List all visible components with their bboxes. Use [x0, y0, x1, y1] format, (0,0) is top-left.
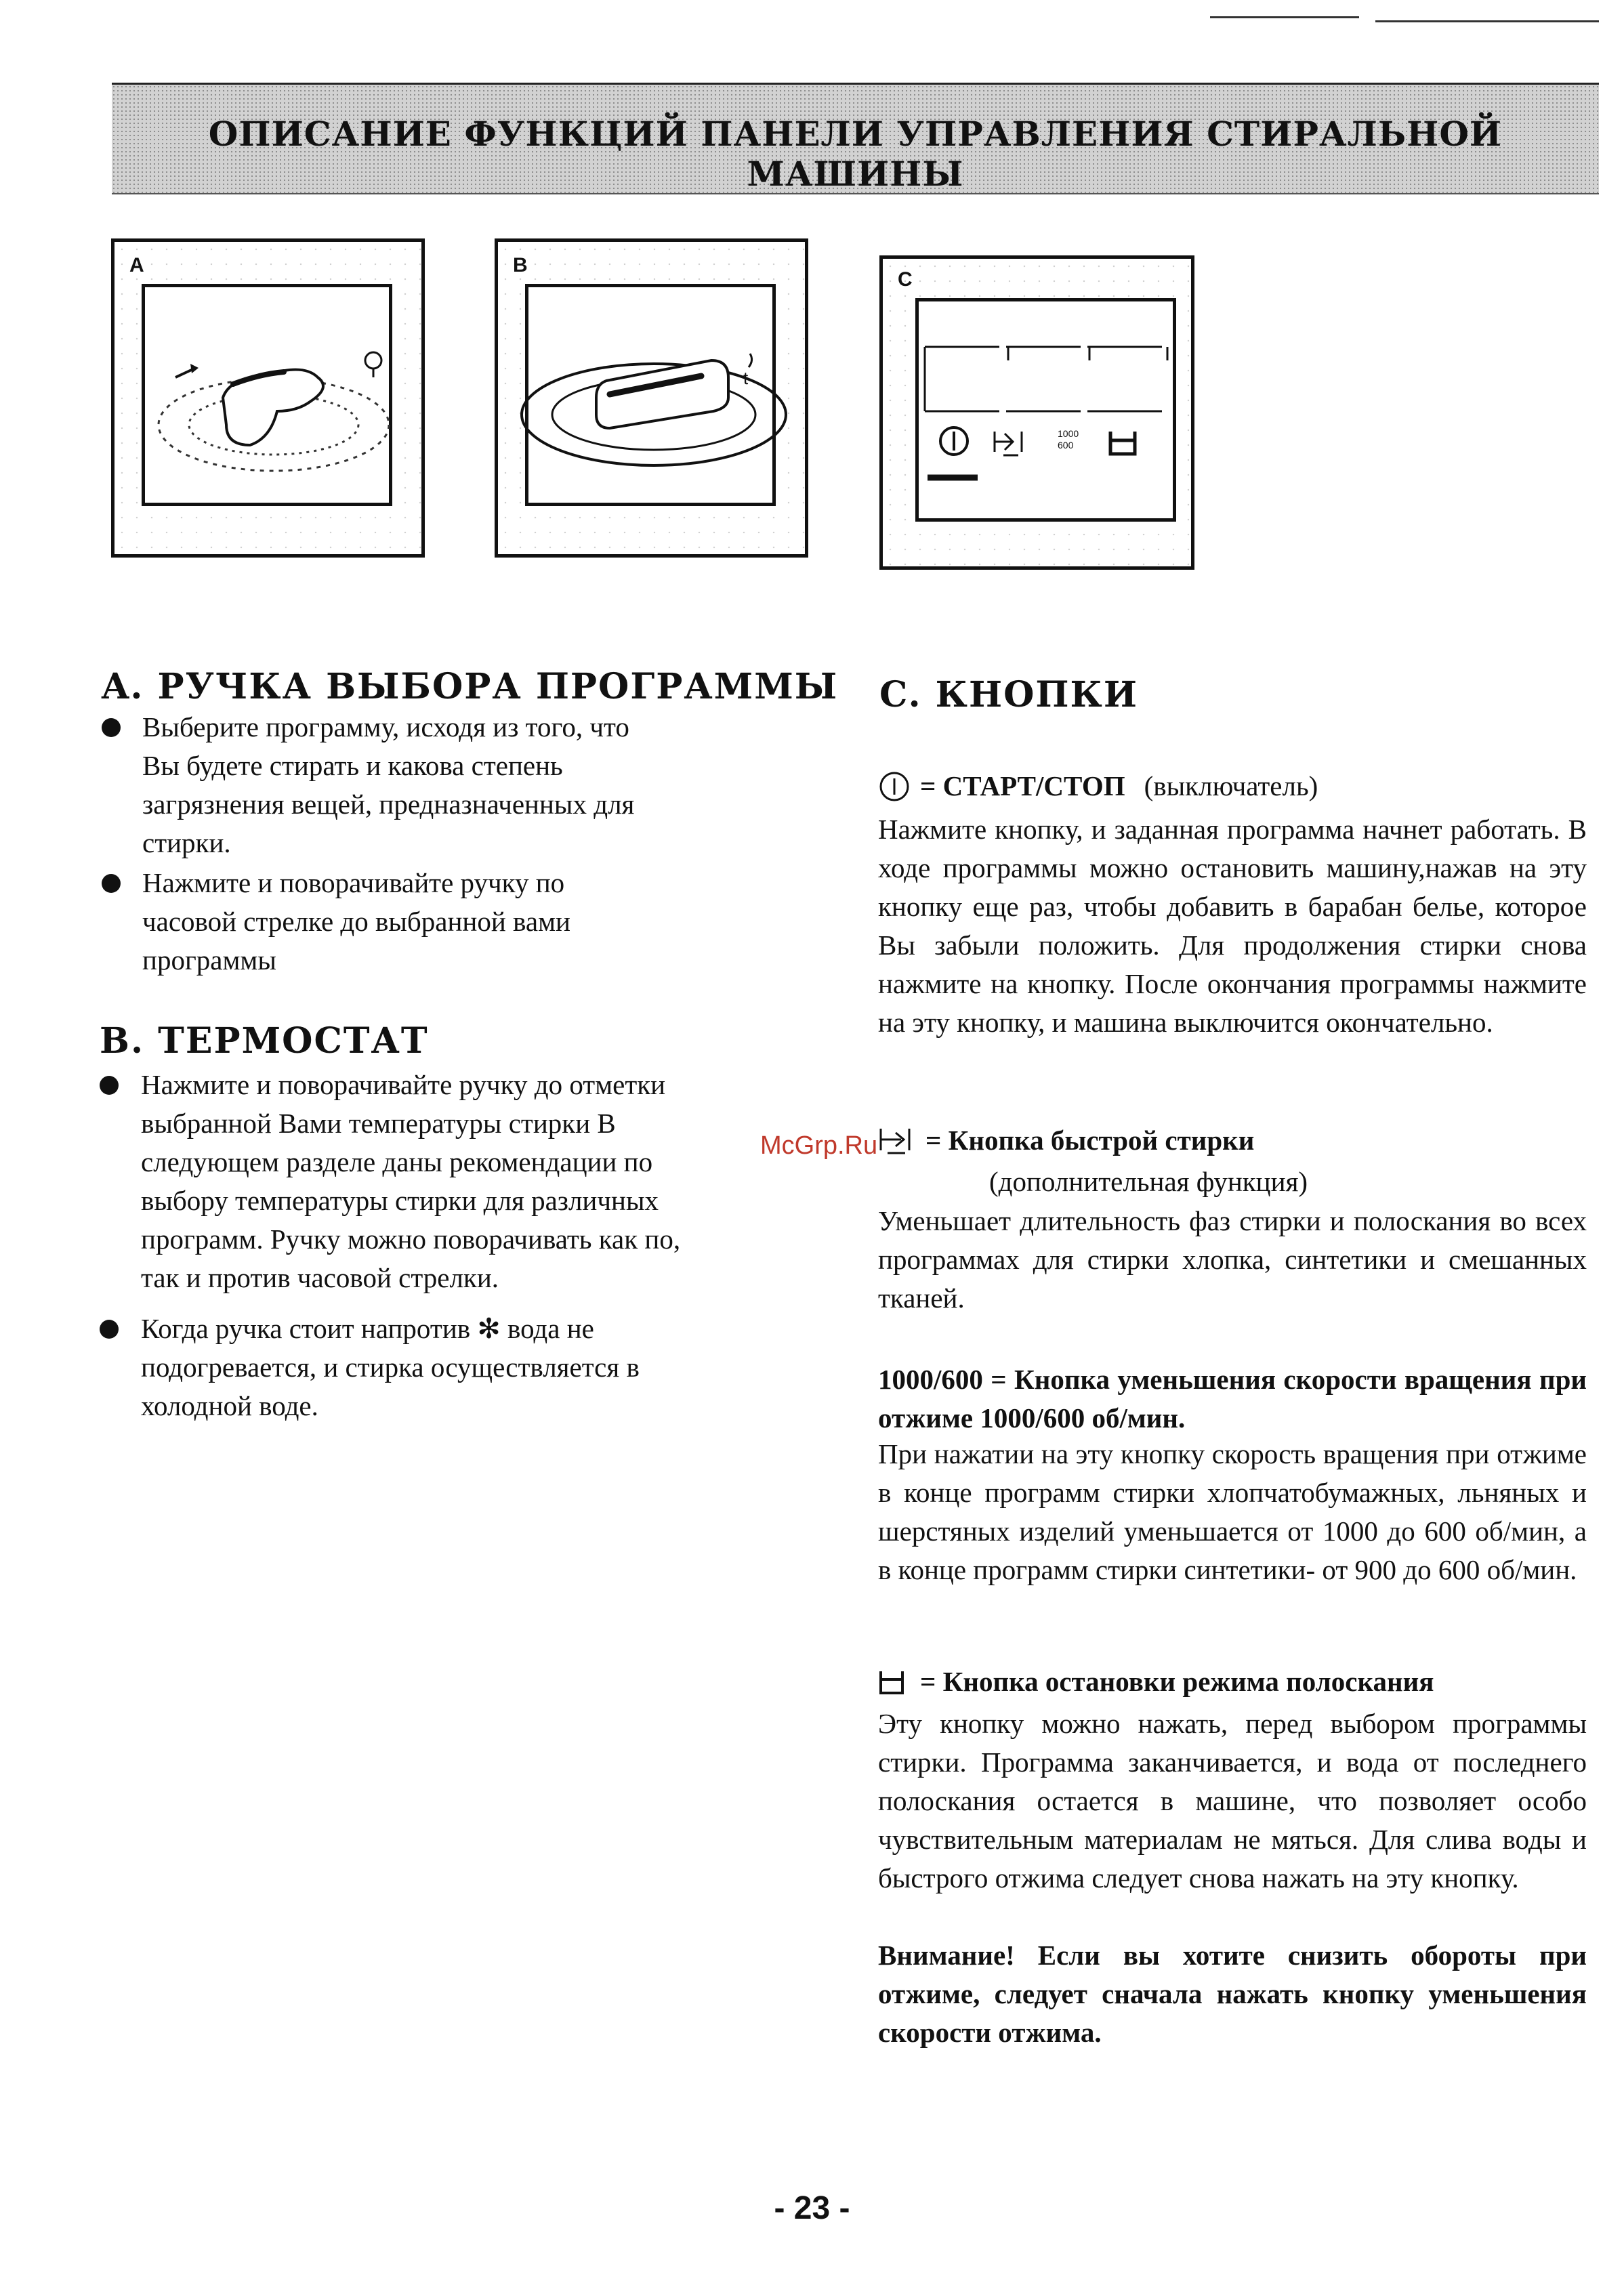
- quick-wash-note: (дополнительная функция): [989, 1166, 1308, 1197]
- quick-wash-line: [878, 1121, 1589, 1160]
- power-icon: [878, 770, 911, 803]
- top-rule-2: [1375, 20, 1599, 22]
- thermostat-knob-illustration: [498, 242, 805, 554]
- bullet-icon: [100, 1076, 119, 1095]
- program-knob-illustration: [114, 242, 421, 554]
- svg-text:t: t: [743, 368, 749, 388]
- bullet-icon: [100, 1320, 119, 1339]
- section-c-heading: C. КНОПКИ: [879, 674, 1138, 715]
- figure-a: [111, 238, 425, 558]
- start-stop-note: (выключатель): [1144, 770, 1318, 801]
- spin-label-top: 1000: [1058, 428, 1079, 439]
- start-stop-label: = СТАРТ/СТОП: [920, 770, 1125, 801]
- control-buttons-illustration: [883, 259, 1191, 566]
- rinse-hold-icon: [878, 1669, 905, 1696]
- section-a-heading: A. РУЧКА ВЫБОРА ПРОГРАММЫ: [102, 666, 839, 707]
- start-stop-description: Нажмите кнопку, и заданная программа начнет работать. В ходе программы можно остановить машину,нажав на эту кнопку еще раз, чтобы добавить в барабан белье, которое Вы забыли положить. Для продолжения стирки снова нажмите на кнопку. После окончания программы нажмите на эту кнопку, и машина выключится окончательно.: [878, 814, 1587, 1038]
- spin-label-bottom: 600: [1058, 440, 1074, 451]
- section-a-bullet-1: Выберите программу, исходя из того, что Вы будете стирать и какова степень загрязнения вещей, предназначенных для стирки.: [142, 711, 635, 858]
- section-b-bullet-2: Когда ручка стоит напротив ✻ вода не подогревается, и стирка осуществляется в холодной воде.: [141, 1312, 640, 1421]
- figure-b: [495, 238, 808, 558]
- section-b-bullet-1: Нажмите и поворачивайте ручку до отметки выбранной Вами температуры стирки В следующем разделе даны рекомендации по выбору температуры стирки для различных программ. Ручку можно поворачивать как по, так и против часовой стрелки.: [141, 1069, 681, 1293]
- section-a-bullet-2: Нажмите и поворачивайте ручку по часовой стрелке до выбранной вами программы: [142, 867, 570, 976]
- watermark: McGrp.Ru: [760, 1131, 878, 1160]
- bullet-icon: [102, 718, 121, 737]
- bullet-icon: [102, 874, 121, 893]
- top-rule-1: [1210, 16, 1359, 18]
- figure-a-letter: A: [129, 254, 144, 276]
- section-b-heading: B. ТЕРМОСТАТ: [100, 1020, 429, 1062]
- spin-reduce-description: При нажатии на эту кнопку скорость вращения при отжиме в конце программ стирки хлопчатобумажных, льняных и шерстяных изделий уменьшается от 1000 до 600 об/мин, а в конце программ стирки синтетики- от 900 до 600 об/мин.: [878, 1438, 1587, 1585]
- spin-reduce-label: 1000/600 = Кнопка уменьшения скорости вращения при отжиме 1000/600 об/мин.: [878, 1364, 1587, 1434]
- figure-c-letter: C: [898, 268, 913, 291]
- quick-wash-label: = Кнопка быстрой стирки: [925, 1125, 1255, 1156]
- warning-text: Внимание! Если вы хотите снизить обороты при отжиме, следует сначала нажать кнопку уменьшения скорости отжима.: [878, 1940, 1587, 2048]
- figure-c: [879, 255, 1194, 570]
- rinse-hold-description: Эту кнопку можно нажать, перед выбором программы стирки. Программа заканчивается, и вода от последнего полоскания остается в машине, что позволяет особо чувствительным материалам не мяться. Для слива воды и быстрого отжима следует снова нажать на эту кнопку.: [878, 1708, 1587, 1894]
- page-number: - 23 -: [774, 2190, 850, 2226]
- page-title: ОПИСАНИЕ ФУНКЦИЙ ПАНЕЛИ УПРАВЛЕНИЯ СТИРАЛЬНОЙ МАШИНЫ: [208, 114, 1503, 194]
- cold-water-icon: ✻: [477, 1312, 501, 1345]
- rinse-hold-label: = Кнопка остановки режима полоскания: [920, 1666, 1434, 1697]
- quick-wash-description: Уменьшает длительность фаз стирки и полоскания во всех программах для стирки хлопка, синтетики и смешанных тканей.: [878, 1205, 1587, 1314]
- quick-wash-icon: [878, 1126, 913, 1156]
- start-stop-line: [878, 767, 1589, 806]
- figure-b-letter: B: [513, 254, 528, 276]
- rinse-hold-line: [878, 1663, 1589, 1701]
